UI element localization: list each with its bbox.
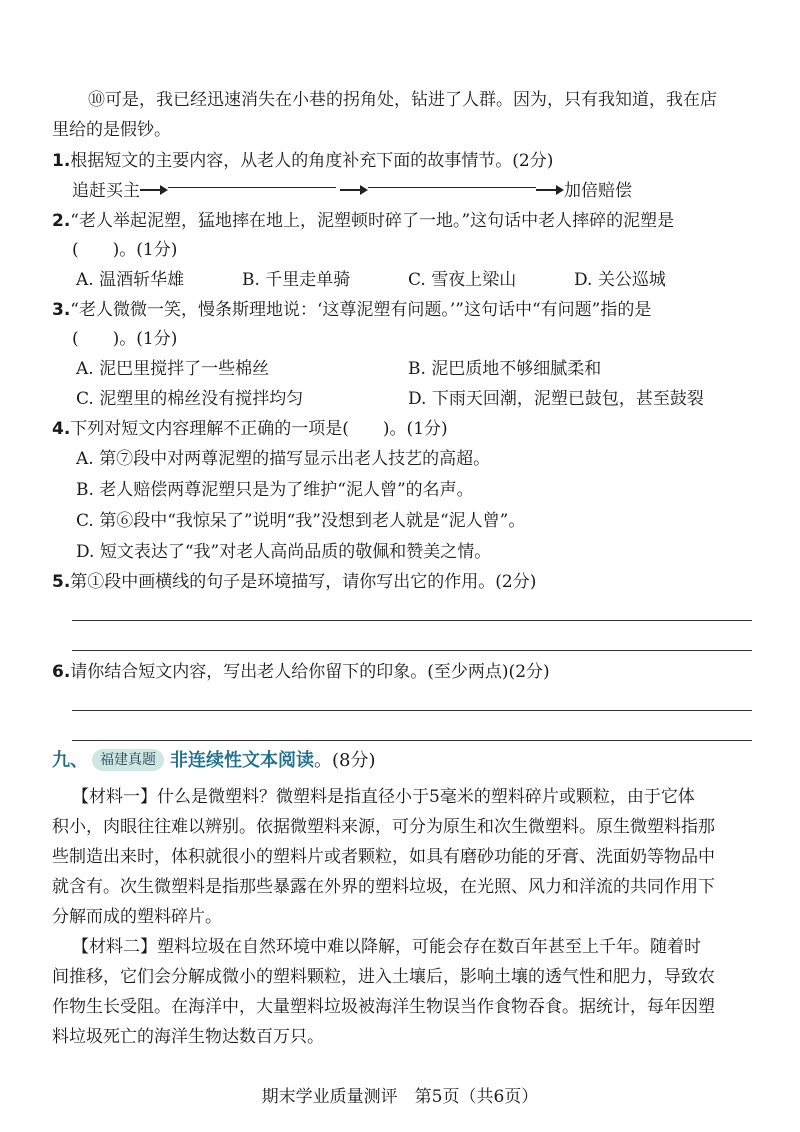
question-4-text: 下列对短文内容理解不正确的一项是( )。(1分): [70, 419, 448, 439]
fujian-exam-badge: 福建真题: [92, 749, 164, 771]
q5-answer-line-2[interactable]: [72, 650, 752, 651]
question-6-text: 请你结合短文内容，写出老人给你留下的印象。(至少两点)(2分): [70, 662, 550, 682]
q3-option-c: C. 泥塑里的棉丝没有搅拌均匀: [76, 389, 304, 409]
question-3-answer-line[interactable]: ( )。(1分): [72, 329, 178, 349]
question-1-text: 根据短文的主要内容，从老人的角度补充下面的故事情节。(2分): [70, 151, 554, 171]
section-9-number: 九、: [52, 750, 88, 771]
arrow-icon: [140, 185, 168, 195]
question-2: [52, 209, 674, 233]
section-9-title: 非连续性文本阅读: [170, 750, 314, 771]
question-6: [52, 660, 550, 684]
q2-option-a: A. 温酒斩华雄: [76, 270, 185, 290]
q4-option-a: A. 第⑦段中对两尊泥塑的描写显示出老人技艺的高超。: [76, 449, 491, 469]
section-9-score: 。(8分): [314, 750, 376, 771]
q2-option-c: C. 雪夜上梁山: [408, 270, 517, 290]
material-1-line-3: 些制造出来时，体积就很小的塑料片或者颗粒，如具有磨砂功能的牙膏、洗面奶等物品中: [52, 847, 715, 867]
plot-blank-2[interactable]: [368, 187, 536, 188]
material-1-line-5: 分解而成的塑料碎片。: [52, 907, 222, 927]
q6-answer-line-2[interactable]: [72, 740, 752, 741]
question-1-number: 1.: [52, 151, 71, 171]
material-2-line-4: 料垃圾死亡的海洋生物达数百万只。: [52, 1027, 324, 1047]
q2-option-d: D. 关公巡城: [574, 270, 666, 290]
material-1-line-2: 积小，肉眼往往难以辨别。依据微塑料来源，可分为原生和次生微塑料。原生微塑料指那: [52, 817, 715, 837]
arrow-icon: [536, 185, 564, 195]
q3-option-b: B. 泥巴质地不够细腻柔和: [408, 359, 602, 379]
q3-option-d: D. 下雨天回潮，泥塑已鼓包，甚至鼓裂: [408, 389, 704, 409]
material-1-line-4: 就含有。次生微塑料是指那些暴露在外界的塑料垃圾，在光照、风力和洋流的共同作用下: [52, 877, 715, 897]
question-3: [52, 298, 651, 322]
question-1-plot-chain: [72, 179, 632, 203]
question-4: [52, 417, 448, 441]
question-2-number: 2.: [52, 211, 71, 231]
question-5-number: 5.: [52, 572, 71, 592]
plot-blank-1[interactable]: [168, 187, 336, 188]
question-3-text: “老人微微一笑，慢条斯理地说：‘这尊泥塑有问题。’”这句话中“有问题”指的是: [70, 300, 652, 320]
material-2-line-1: 【材料二】塑料垃圾在自然环境中难以降解，可能会存在数百年甚至上千年。随着时: [72, 937, 701, 957]
section-9-heading: [52, 748, 376, 774]
material-2-line-2: 间推移，它们会分解成微小的塑料颗粒，进入土壤后，影响土壤的透气性和肥力，导致农: [52, 967, 715, 987]
question-1: [52, 149, 553, 173]
plot-end: 加倍赔偿: [564, 181, 632, 201]
question-3-number: 3.: [52, 300, 71, 320]
material-1-line-1: 【材料一】什么是微塑料？微塑料是指直径小于5毫米的塑料碎片或颗粒，由于它体: [72, 787, 695, 807]
question-5: [52, 570, 536, 594]
arrow-icon: [340, 185, 368, 195]
material-2-line-3: 作物生长受阻。在海洋中，大量塑料垃圾被海洋生物误当作食物吞食。据统计，每年因塑: [52, 997, 715, 1017]
question-6-number: 6.: [52, 662, 71, 682]
q6-answer-line-1[interactable]: [72, 710, 752, 711]
q5-answer-line-1[interactable]: [72, 620, 752, 621]
paragraph-10-line-2: 里给的是假钞。: [52, 120, 171, 140]
question-5-text: 第①段中画横线的句子是环境描写，请你写出它的作用。(2分): [70, 572, 537, 592]
q4-option-b: B. 老人赔偿两尊泥塑只是为了维护“泥人曾”的名声。: [76, 480, 474, 500]
question-2-text: “老人举起泥塑，猛地摔在地上，泥塑顿时碎了一地。”这句话中老人摔碎的泥塑是: [70, 211, 675, 231]
q2-option-b: B. 千里走单骑: [242, 270, 351, 290]
q4-option-c: C. 第⑥段中“我惊呆了”说明“我”没想到老人就是“泥人曾”。: [76, 511, 526, 531]
page-footer: 期末学业质量测评 第5页（共6页）: [261, 1087, 539, 1107]
q3-option-a: A. 泥巴里搅拌了一些棉丝: [76, 359, 270, 379]
plot-start: 追赶买主: [72, 181, 140, 201]
q4-option-d: D. 短文表达了“我”对老人高尚品质的敬佩和赞美之情。: [76, 542, 492, 562]
question-4-number: 4.: [52, 419, 71, 439]
paragraph-10-line-1: ⑩可是，我已经迅速消失在小巷的拐角处，钻进了人群。因为，只有我知道，我在店: [88, 90, 717, 110]
question-2-answer-line[interactable]: ( )。(1分): [72, 240, 178, 260]
